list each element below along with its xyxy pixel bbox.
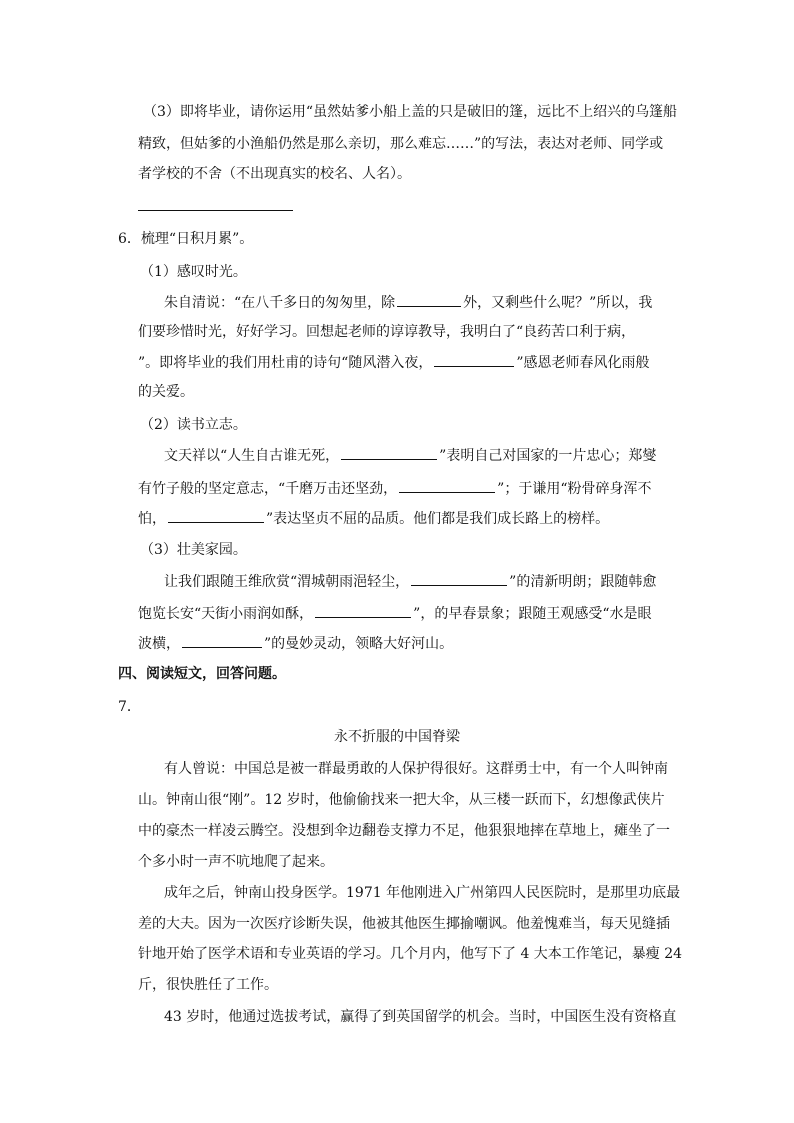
- paragraph-line: 针地开始了医学术语和专业英语的学习。几个月内，他写下了 4 大本工作笔记，暴瘦 24: [138, 946, 683, 962]
- paragraph-line: 山。钟南山很“刚”。12 岁时，他偷偷找来一把大伞，从三楼一跃而下，幻想像武侠片: [138, 792, 665, 808]
- question-number: 7．: [118, 699, 141, 715]
- text: ”感恩老师春风化雨般: [516, 355, 650, 371]
- q6-sub1-heading: （1）感叹时光。: [140, 264, 247, 280]
- text: 饱览长安“天街小雨润如酥，: [138, 606, 314, 622]
- article-title: 永不折服的中国脊梁: [334, 729, 460, 745]
- q6-sub2-line2: [138, 478, 651, 499]
- q5-part3-line3: 者学校的不舍（不出现真实的校名、人名）。: [138, 166, 411, 182]
- q6-sub2-heading: （2）读书立志。: [140, 417, 247, 433]
- section-heading: 四、阅读短文，回答问题。: [118, 666, 286, 682]
- text: 波横，: [138, 636, 180, 652]
- paragraph-line: 差的大夫。因为一次医疗诊断失误，他被其他医生揶揄嘲讽。他羞愧难当，每天见缝插: [138, 916, 670, 932]
- fill-blank[interactable]: [341, 445, 437, 460]
- answer-line[interactable]: [138, 210, 293, 211]
- q6-sub3-line1: [164, 571, 656, 592]
- q6-sub3-heading: （3）壮美家园。: [140, 542, 247, 558]
- text: 朱自清说：“在八千多日的匆匆里，除: [164, 295, 396, 311]
- text: 文天祥以“人生自古谁无死，: [164, 448, 340, 464]
- q6-sub1-line2: 们要珍惜时光，好好学习。回想起老师的谆谆教导，我明白了“良药苦口利于病，: [138, 324, 636, 340]
- q5-part3-line1: （3）即将毕业，请你运用“虽然姑爹小船上盖的只是破旧的篷，远比不上绍兴的乌篷船: [143, 104, 678, 120]
- text: ”；于谦用“粉骨碎身浑不: [497, 481, 652, 497]
- q6-sub2-line1: [164, 445, 656, 466]
- text: 让我们跟随王维欣赏“渭城朝雨浥轻尘，: [164, 574, 410, 590]
- paragraph-line: 个多小时一声不吭地爬了起来。: [138, 854, 334, 870]
- fill-blank[interactable]: [182, 633, 262, 648]
- q5-part3-line2: 精致，但姑爹的小渔船仍然是那么亲切，那么难忘……”的写法，表达对老师、同学或: [138, 136, 664, 152]
- q6-sub3-line2: [138, 603, 652, 624]
- paragraph-line: 43 岁时，他通过选拔考试，赢得了到英国留学的机会。当时，中国医生没有资格直: [164, 1009, 677, 1025]
- q6-sub3-line3: [138, 633, 453, 654]
- fill-blank[interactable]: [411, 571, 507, 586]
- fill-blank[interactable]: [397, 292, 461, 307]
- q6-sub1-line4: 的关爱。: [138, 384, 194, 400]
- text: ”表达坚贞不屈的品质。他们都是我们成长路上的榜样。: [266, 511, 610, 527]
- fill-blank[interactable]: [315, 603, 411, 618]
- paragraph-line: 中的豪杰一样凌云腾空。没想到伞边翻卷支撑力不足，他狠狠地摔在草地上，瘫坐了一: [138, 823, 670, 839]
- text: 有竹子般的坚定意志，“千磨万击还坚劲，: [138, 481, 398, 497]
- paragraph-line: 有人曾说：中国总是被一群最勇敢的人保护得很好。这群勇士中，有一个人叫钟南: [164, 761, 668, 777]
- paragraph-line: 斤，很快胜任了工作。: [138, 977, 278, 993]
- q6-sub1-line3: [138, 352, 650, 373]
- q6-sub1-line1: [164, 292, 652, 313]
- fill-blank[interactable]: [434, 352, 514, 367]
- text: ”。即将毕业的我们用杜甫的诗句“随风潜入夜，: [138, 355, 433, 371]
- text: ”的清新明朗；跟随韩愈: [509, 574, 657, 590]
- text: ”表明自己对国家的一片忠心；郑燮: [439, 448, 657, 464]
- text: ”的曼妙灵动，领略大好河山。: [264, 636, 454, 652]
- paragraph-line: 成年之后，钟南山投身医学。1971 年他刚进入广州第四人民医院时，是那里功底最: [164, 885, 681, 901]
- text: ”，的早春景象；跟随王观感受“水是眼: [413, 606, 652, 622]
- text: 怕，: [138, 511, 166, 527]
- fill-blank[interactable]: [168, 508, 264, 523]
- q6-title: 6．梳理“日积月累”。: [118, 231, 254, 247]
- text: 外，又剩些什么呢？”所以，我: [463, 295, 653, 311]
- q6-sub2-line3: [138, 508, 609, 529]
- fill-blank[interactable]: [399, 478, 495, 493]
